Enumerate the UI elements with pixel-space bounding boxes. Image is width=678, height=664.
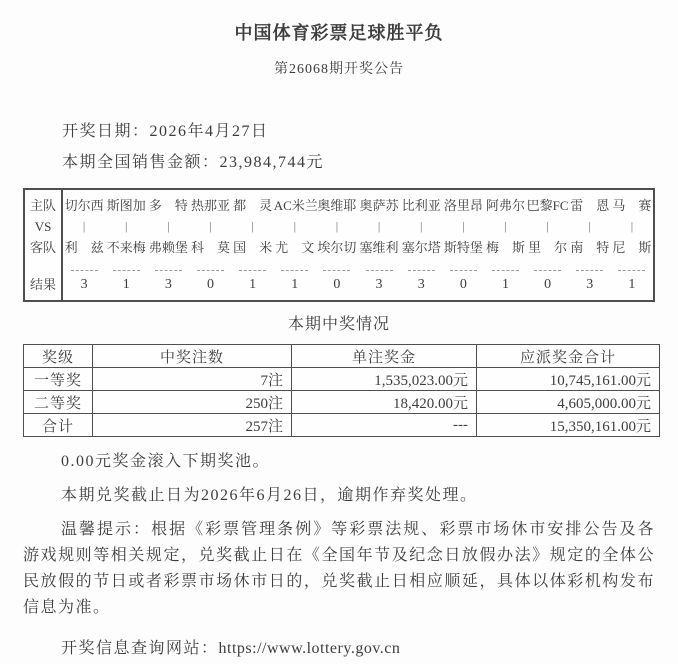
dash-divider: [484, 258, 526, 274]
prize-row-first: [24, 368, 660, 391]
match-column-5: [232, 190, 274, 300]
home-team: 热那亚: [190, 198, 230, 213]
match-results-table: [23, 188, 655, 302]
away-team: 塞维利: [359, 240, 399, 255]
home-team: 都 灵: [233, 198, 273, 213]
home-team: 洛里昂: [443, 198, 483, 213]
column-header-level: 奖级: [24, 345, 93, 368]
prize-level: 二等奖: [24, 391, 93, 414]
prize-row-second: [24, 391, 660, 414]
dash-divider: [400, 258, 442, 274]
vs-separator: |: [630, 219, 634, 233]
draw-date-label: 开奖日期：: [62, 123, 150, 140]
match-column-9: [400, 190, 442, 300]
match-result: 3: [164, 277, 172, 292]
website-url: https://www.lottery.gov.cn: [218, 640, 401, 657]
prize-table: [23, 344, 660, 437]
match-column-13: [569, 190, 611, 300]
match-result: 1: [628, 277, 636, 292]
away-team: 斯特堡: [443, 240, 483, 255]
match-column-1: [63, 190, 105, 300]
away-team: 科 莫: [190, 240, 230, 255]
result-header: 结果: [29, 277, 56, 292]
dash-divider: [147, 258, 189, 274]
page-title: 中国体育彩票足球胜平负: [234, 23, 444, 43]
away-team: 利 兹: [64, 240, 104, 255]
dash-divider: [527, 258, 569, 274]
match-result: 1: [501, 277, 509, 292]
match-result: 3: [375, 277, 383, 292]
match-column-7: [316, 190, 358, 300]
home-team: 多 特: [148, 198, 188, 213]
match-result: 0: [544, 277, 552, 292]
vs-separator: |: [82, 219, 86, 233]
match-result: 0: [206, 277, 214, 292]
column-header-count: 中奖注数: [93, 345, 292, 368]
vs-header: VS: [34, 219, 52, 234]
away-team: 埃尔切: [317, 240, 357, 255]
away-team: 南 特: [570, 240, 610, 255]
home-team: 巴黎FC: [526, 198, 569, 213]
home-team-header: 主队: [29, 198, 56, 213]
home-team: 奥维耶: [317, 198, 357, 213]
match-table-header-column: [25, 190, 63, 300]
vs-separator: |: [335, 219, 339, 233]
header-spacer: [25, 258, 61, 274]
home-team: 比利亚: [401, 198, 441, 213]
prize-total: 10,745,161.00元: [477, 368, 660, 391]
vs-separator: |: [588, 219, 591, 233]
sales-amount-label: 本期全国销售金额：: [62, 154, 220, 171]
tips-paragraph: 温馨提示：根据《彩票管理条例》等彩票法规、彩票市场休市安排公告及各游戏规则等相关规定，兑奖截止日在《全国年节及纪念日放假办法》规定的全体公民放假的节日或者彩票市场休市日的，兑奖截止日相应顺延，具体以体彩机构发布信息为准。: [23, 521, 655, 616]
vs-separator: |: [462, 219, 465, 233]
dash-divider: [189, 258, 231, 274]
prize-total: 4,605,000.00元: [477, 391, 660, 414]
away-team: 尼 斯: [612, 240, 652, 255]
dash-divider: [569, 258, 611, 274]
home-team: AC米兰: [273, 198, 318, 213]
vs-separator: |: [251, 219, 254, 233]
prize-level: 合计: [24, 414, 93, 437]
home-team: 马 赛: [612, 198, 652, 213]
column-header-single-prize: 单注奖金: [292, 345, 477, 368]
match-result: 1: [122, 277, 130, 292]
draw-date-value: 2026年4月27日: [149, 123, 269, 140]
match-result: 3: [586, 277, 594, 292]
prize-count: 257注: [93, 414, 292, 437]
match-column-14: [611, 190, 653, 300]
prize-single: ---: [292, 414, 477, 437]
dash-divider: [442, 258, 484, 274]
prize-level: 一等奖: [24, 368, 93, 391]
column-header-total-prize: 应派奖金合计: [477, 345, 660, 368]
home-team: 雷 恩: [570, 198, 610, 213]
vs-separator: |: [209, 219, 212, 233]
match-column-12: [527, 190, 569, 300]
match-result: 3: [80, 277, 88, 292]
website-label: 开奖信息查询网站：: [61, 640, 219, 657]
away-team: 弗赖堡: [148, 240, 188, 255]
sales-amount-value: 23,984,744元: [219, 154, 325, 171]
dash-divider: [358, 258, 400, 274]
home-team: 切尔西: [64, 198, 104, 213]
vs-separator: |: [419, 219, 423, 233]
match-column-6: [274, 190, 316, 300]
prize-count: 250注: [93, 391, 292, 414]
website-line: [23, 636, 655, 662]
match-column-8: [358, 190, 400, 300]
dash-divider: [63, 258, 105, 274]
match-column-11: [484, 190, 526, 300]
dash-divider: [611, 258, 653, 274]
rollover-note: 0.00元奖金滚入下期奖池。: [61, 453, 271, 470]
match-result: 1: [249, 277, 257, 292]
away-team: 不来梅: [106, 240, 146, 255]
redeem-deadline-note: 本期兑奖截止日为2026年6月26日，逾期作弃奖处理。: [61, 487, 478, 504]
prize-count: 7注: [93, 368, 292, 391]
vs-separator: |: [125, 219, 128, 233]
draw-date-line: [24, 123, 678, 140]
match-result: 0: [459, 277, 467, 292]
home-team: 斯图加: [106, 198, 146, 213]
dash-divider: [316, 258, 358, 274]
away-team: 塞尔塔: [401, 240, 441, 255]
prize-section-title: 本期中奖情况: [287, 316, 390, 333]
match-result: 3: [417, 277, 425, 292]
dash-divider: [232, 258, 274, 274]
issue-subtitle: 第26068期开奖公告: [274, 62, 404, 77]
away-team: 国 米: [233, 240, 273, 255]
prize-single: 18,420.00元: [292, 391, 477, 414]
vs-separator: |: [504, 219, 507, 233]
prize-row-total: [24, 414, 660, 437]
prize-total: 15,350,161.00元: [477, 414, 660, 437]
vs-separator: |: [546, 219, 549, 233]
away-team: 梅 斯: [485, 240, 525, 255]
sales-amount-line: [24, 154, 678, 171]
vs-separator: |: [167, 219, 170, 233]
match-column-2: [105, 190, 147, 300]
match-result: 0: [333, 277, 341, 292]
match-column-3: [147, 190, 189, 300]
match-result: 1: [291, 277, 299, 292]
match-column-10: [442, 190, 484, 300]
dash-divider: [274, 258, 316, 274]
vs-separator: |: [293, 219, 296, 233]
dash-divider: [105, 258, 147, 274]
away-team: 尤 文: [275, 240, 315, 255]
away-team-header: 客队: [29, 240, 56, 255]
match-column-4: [189, 190, 231, 300]
prize-single: 1,535,023.00元: [292, 368, 477, 391]
away-team: 里 尔: [528, 240, 568, 255]
vs-separator: |: [377, 219, 381, 233]
prize-table-header-row: [24, 345, 660, 368]
home-team: 奥萨苏: [359, 198, 399, 213]
home-team: 阿弗尔: [485, 198, 525, 213]
